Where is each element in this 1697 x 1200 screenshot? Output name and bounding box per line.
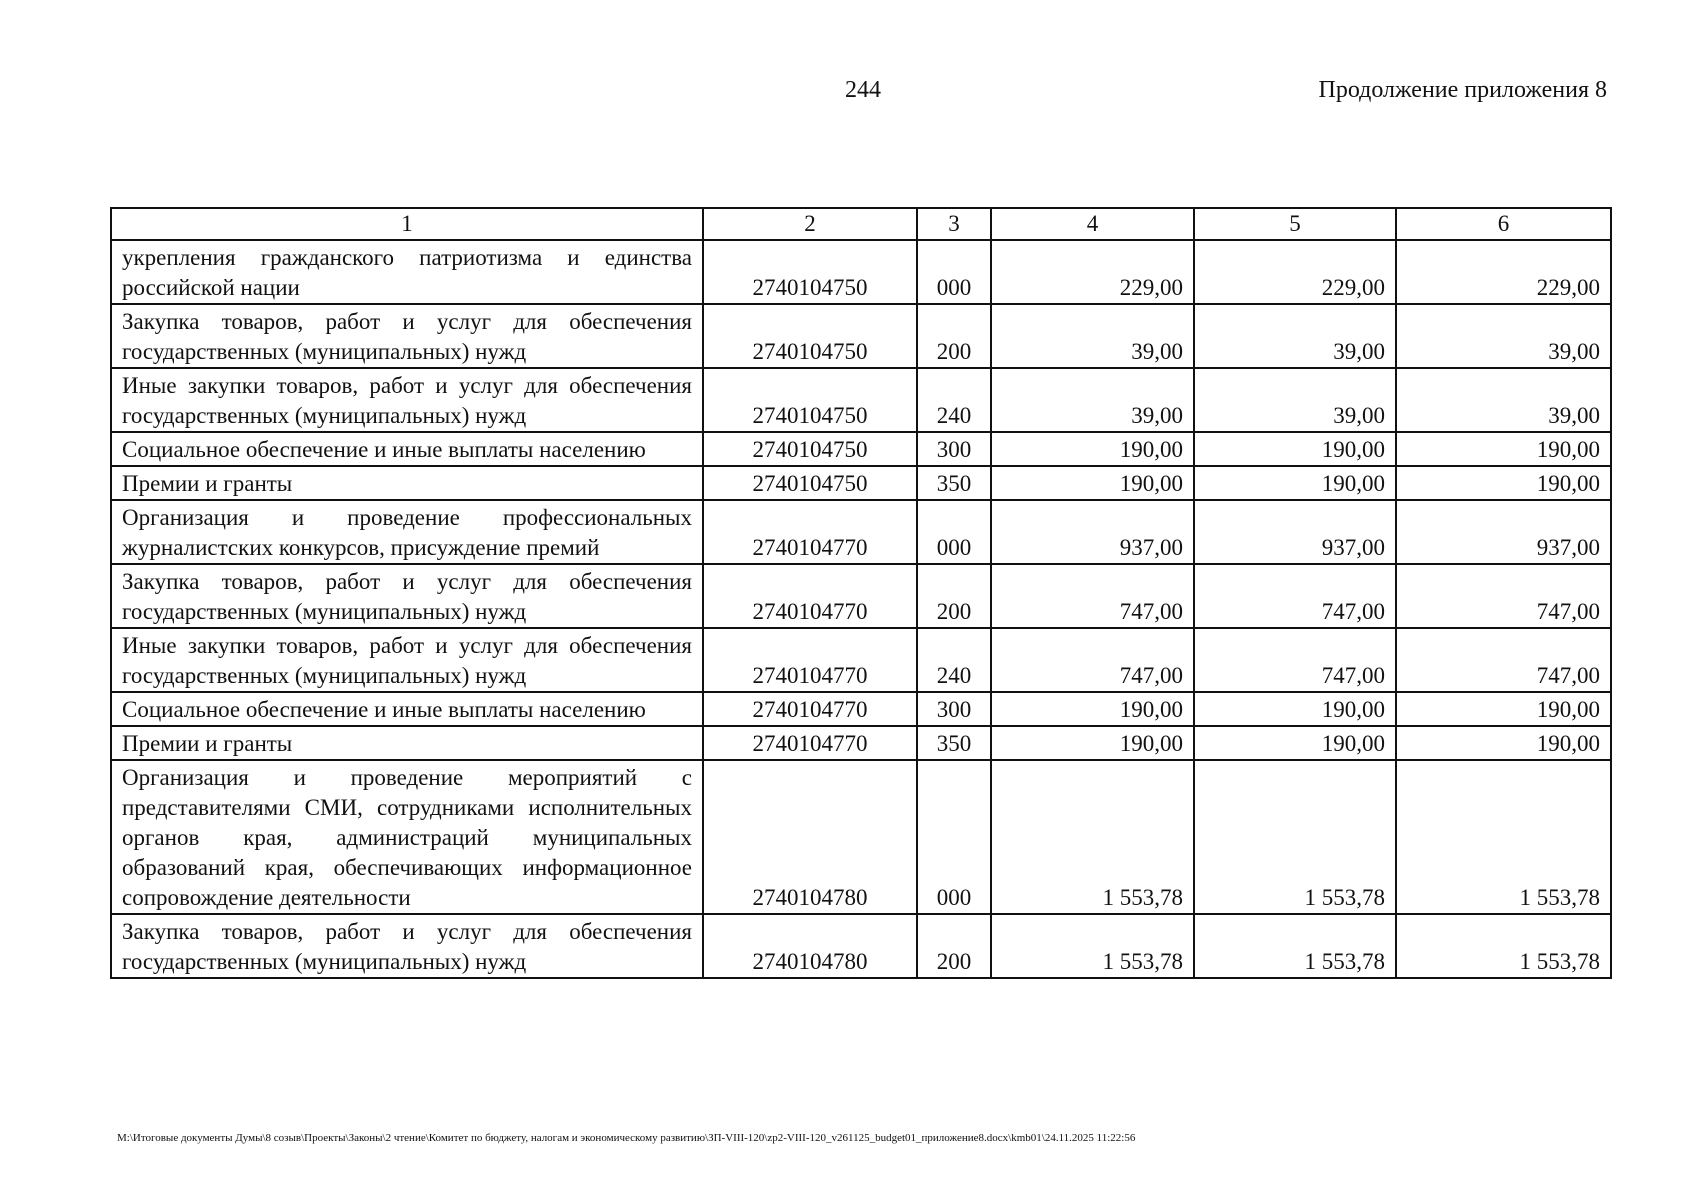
target-article-code-cell: 2740104770 (703, 628, 917, 692)
amount-column-4-cell: 39,00 (991, 304, 1194, 368)
table-row (111, 564, 1611, 628)
amount-column-6-cell: 747,00 (1396, 628, 1611, 692)
target-article-code-cell: 2740104750 (703, 368, 917, 432)
expense-type-code-cell: 240 (917, 628, 991, 692)
expense-type-code-cell: 300 (917, 692, 991, 726)
target-article-code-cell: 2740104780 (703, 914, 917, 978)
amount-column-6-cell: 1 553,78 (1396, 914, 1611, 978)
column-header-4: 4 (991, 208, 1194, 240)
expense-name-cell: Премии и гранты (111, 466, 703, 500)
target-article-code-cell: 2740104770 (703, 500, 917, 564)
target-article-code-cell: 2740104770 (703, 726, 917, 760)
amount-column-5-cell: 39,00 (1194, 304, 1396, 368)
table-row (111, 304, 1611, 368)
table-row (111, 628, 1611, 692)
amount-column-5-cell: 229,00 (1194, 240, 1396, 304)
expense-name-cell: укрепления гражданского патриотизма и единства российской нации (111, 240, 703, 304)
amount-column-4-cell: 190,00 (991, 432, 1194, 466)
target-article-code-cell: 2740104750 (703, 304, 917, 368)
amount-column-5-cell: 190,00 (1194, 726, 1396, 760)
amount-column-6-cell: 1 553,78 (1396, 760, 1611, 914)
amount-column-5-cell: 190,00 (1194, 432, 1396, 466)
amount-column-6-cell: 190,00 (1396, 432, 1611, 466)
table-row (111, 692, 1611, 726)
amount-column-4-cell: 190,00 (991, 692, 1194, 726)
amount-column-5-cell: 1 553,78 (1194, 914, 1396, 978)
page-number: 244 (845, 77, 881, 103)
expense-type-code-cell: 200 (917, 304, 991, 368)
column-header-6: 6 (1396, 208, 1611, 240)
amount-column-4-cell: 190,00 (991, 726, 1194, 760)
expense-name-cell: Премии и гранты (111, 726, 703, 760)
amount-column-5-cell: 937,00 (1194, 500, 1396, 564)
table-row (111, 914, 1611, 978)
expense-name-cell: Организация и проведение мероприятий с представителями СМИ, сотрудниками исполнительных органов края, администраций муниципальных образований края, обеспечивающих информационное сопровождение деятельности (111, 760, 703, 914)
expense-type-code-cell: 350 (917, 726, 991, 760)
table-row (111, 240, 1611, 304)
amount-column-5-cell: 39,00 (1194, 368, 1396, 432)
amount-column-4-cell: 747,00 (991, 628, 1194, 692)
expense-name-cell: Закупка товаров, работ и услуг для обеспечения государственных (муниципальных) нужд (111, 564, 703, 628)
column-number-row (111, 208, 1611, 240)
appendix-continuation-label: Продолжение приложения 8 (1318, 77, 1607, 103)
amount-column-4-cell: 937,00 (991, 500, 1194, 564)
amount-column-4-cell: 747,00 (991, 564, 1194, 628)
amount-column-6-cell: 39,00 (1396, 368, 1611, 432)
amount-column-6-cell: 39,00 (1396, 304, 1611, 368)
table-row (111, 726, 1611, 760)
document-file-path: M:\Итоговые документы Думы\8 созыв\Проекты\Законы\2 чтение\Комитет по бюджету, налогам и экономическому развитию\ЗП-VIII-120\zp2-VIII-120_v261125_budget01_приложение8.docx\kmb01\24.11.2025 11:22:56 (117, 1132, 1136, 1144)
expense-type-code-cell: 350 (917, 466, 991, 500)
amount-column-6-cell: 190,00 (1396, 726, 1611, 760)
target-article-code-cell: 2740104770 (703, 692, 917, 726)
expense-name-cell: Социальное обеспечение и иные выплаты населению (111, 692, 703, 726)
table-header (111, 208, 1611, 240)
expense-type-code-cell: 000 (917, 760, 991, 914)
target-article-code-cell: 2740104750 (703, 240, 917, 304)
amount-column-4-cell: 39,00 (991, 368, 1194, 432)
target-article-code-cell: 2740104770 (703, 564, 917, 628)
expense-name-cell: Закупка товаров, работ и услуг для обеспечения государственных (муниципальных) нужд (111, 914, 703, 978)
amount-column-6-cell: 190,00 (1396, 466, 1611, 500)
expense-name-cell: Иные закупки товаров, работ и услуг для обеспечения государственных (муниципальных) нужд (111, 628, 703, 692)
amount-column-6-cell: 190,00 (1396, 692, 1611, 726)
column-header-1: 1 (111, 208, 703, 240)
column-header-3: 3 (917, 208, 991, 240)
expense-type-code-cell: 000 (917, 240, 991, 304)
target-article-code-cell: 2740104750 (703, 432, 917, 466)
table-row (111, 500, 1611, 564)
amount-column-4-cell: 1 553,78 (991, 760, 1194, 914)
table-row (111, 466, 1611, 500)
column-header-5: 5 (1194, 208, 1396, 240)
amount-column-4-cell: 190,00 (991, 466, 1194, 500)
amount-column-5-cell: 747,00 (1194, 564, 1396, 628)
expense-type-code-cell: 000 (917, 500, 991, 564)
target-article-code-cell: 2740104750 (703, 466, 917, 500)
expense-type-code-cell: 300 (917, 432, 991, 466)
target-article-code-cell: 2740104780 (703, 760, 917, 914)
table-row (111, 368, 1611, 432)
expense-type-code-cell: 200 (917, 914, 991, 978)
amount-column-5-cell: 1 553,78 (1194, 760, 1396, 914)
amount-column-4-cell: 1 553,78 (991, 914, 1194, 978)
budget-allocation-table (110, 207, 1612, 979)
amount-column-6-cell: 747,00 (1396, 564, 1611, 628)
expense-name-cell: Организация и проведение профессиональных журналистских конкурсов, присуждение премий (111, 500, 703, 564)
table-body (111, 240, 1611, 978)
table-row (111, 432, 1611, 466)
amount-column-6-cell: 937,00 (1396, 500, 1611, 564)
amount-column-4-cell: 229,00 (991, 240, 1194, 304)
amount-column-5-cell: 747,00 (1194, 628, 1396, 692)
expense-type-code-cell: 200 (917, 564, 991, 628)
expense-type-code-cell: 240 (917, 368, 991, 432)
amount-column-6-cell: 229,00 (1396, 240, 1611, 304)
expense-name-cell: Социальное обеспечение и иные выплаты населению (111, 432, 703, 466)
amount-column-5-cell: 190,00 (1194, 692, 1396, 726)
expense-name-cell: Иные закупки товаров, работ и услуг для обеспечения государственных (муниципальных) нужд (111, 368, 703, 432)
amount-column-5-cell: 190,00 (1194, 466, 1396, 500)
column-header-2: 2 (703, 208, 917, 240)
table-row (111, 760, 1611, 914)
expense-name-cell: Закупка товаров, работ и услуг для обеспечения государственных (муниципальных) нужд (111, 304, 703, 368)
